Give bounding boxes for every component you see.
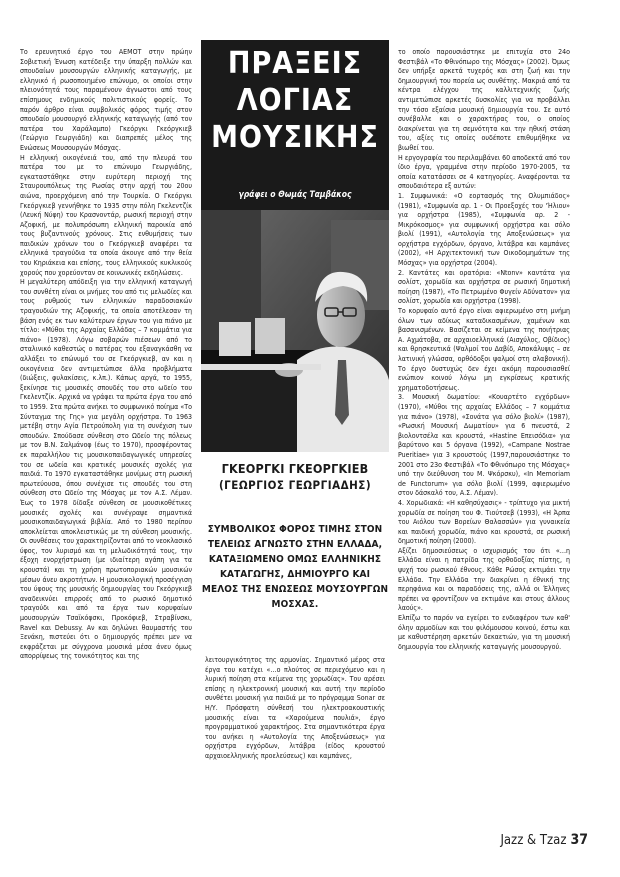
right-column [398, 48, 570, 838]
right-paragraph-2: Η εργογραφία του περιλαμβάνει 60 αποδεκτά από τον ίδιο έργα, γραμμένα στην περίοδο 1970-2005, τα οποία κατατάσσει σε 4 κατηγορίες. Αναφέρονται τα σπουδαιότερα εξ αυτών: [398, 153, 570, 191]
subject-name-greek: (ΓΕΩΡΓΙΟΣ ΓΕΩΡΓΙΑΔΗΣ) [218, 478, 372, 492]
composer-photo [201, 210, 389, 452]
page-footer [500, 832, 588, 848]
left-paragraph-3: Η μεγαλύτερη απόδειξη για την ελληνική καταγωγή του συνθέτη είναι οι μνήμες του από τις μελωδίες και τους ρυθμούς των ελληνικών παραδοσιακών τραγουδιών της Αζοφικής, τα οποία αποτέλεσαν τη βάση ενός εκ των καλύτερων έργων του για πιάνο με τίτλο: «Μύθοι της Αρχαίας Ελλάδας – 7 κομμάτια για πιάνο» (1978). Λόγω σοβαρών πιέσεων από το σταλινικό καθεστώς ο πατέρας του εξαναγκάσθη να αλλάξει το επώνυμό του σε Γκεόργκιεβ, αν και η οικογένεια δεν αντιμετώπισε άλλα προβλήματα (διώξεις, φυλακίσεις, κ.λπ.). Κάπως αργά, το 1955, ξεκίνησε τις μουσικές σπουδές του στο ωδείο του Γκελεντζίκ. Αρχικά να γράφει τα πρώτα έργα του από το 1959. Στα πρώτα ανήκει το συμφωνικό ποίημα «Το Σύνταγμα της Γης» για μεγάλη ορχήστρα. Το 1963 μετέβη στην Αγία Πετρούπολη για τη συνέχιση των σπουδών. Σπούδασε σύνθεση στο Ωδείο της πόλεως με τον Β.Ν. Σαλμάνοφ (έως το 1970), προσφέροντας εκ παραλλήλου τις μουσικοπαιδαγωγικές υπηρεσίες του σε ωδεία και κρατικές μουσικές σχολές για παιδιά. Το 1970 εγκαταστάθηκε μονίμως στη ρωσική πρωτεύουσα, όπου συνέχισε τις σπουδές του στη σύνθεση στο Ωδείο της Μόσχας με τον Α.Σ. Λέμαν. Έως το 1978 δίδαξε σύνθεση σε μουσικοθέτικες μουσικές σχολές και συνέγραψε σημαντικά μουσικοπαιδαγωγικά βιβλία. Από το 1980 περίπου αποκλείεται αποκλειστικώς με τη σύνθεση μουσικής. Οι συνθέσεις του χαρακτηρίζονται από το νεοκλασικό ύφος, τον λυρισμό και τη μελωδικότητά τους, την έξοχη ενορχήστρωση (με ιδιαίτερη αγάπη για τα κρουστά) και τη χρήση πρωτοποριακών μουσικών μέσων άνευ ακροτήτων. Η μουσικολογική προσέγγιση του ύφους της μουσικής δημιουργίας του Γκεόργκιεβ αναδεικνύει επιρροές από το ρωσικό δημοτικό τραγούδι και από τα έργα των κορυφαίων μουσουργών Τσαϊκόφσκι, Προκόφιεβ, Στραβίνσκι, Ravel και Debussy. Αν και δηλώνει θαυμαστής του Ξενάκη, πιστεύει ότι ο δημιουργός πρέπει μεν να εκφράζεται με σύγχρονα μουσικά μέσα άνευ όμως απορρίψεως της τονικότητος και της [20, 278, 192, 661]
article-description: ΣΥΜΒΟΛΙΚΟΣ ΦΟΡΟΣ ΤΙΜΗΣ ΣΤΟΝ ΤΕΛΕΙΩΣ ΑΓΝΩΣΤΟ ΣΤΗΝ ΕΛΛΑΔΑ, ΚΑΤΑΞΙΩΜΕΝΟ ΟΜΩΣ ΕΛΛΗΝΙΚΗΣ ΚΑΤΑΓΩΓΗΣ, ΔΗΜΙΟΥΡΓΟ ΚΑΙ ΜΕΛΟΣ ΤΗΣ ΕΝΩΣΕΩΣ ΜΟΥΣΟΥΡΓΩΝ ΜΟΣΧΑΣ. [201, 524, 389, 610]
title-line-1: ΠΡΑΞΕΙΣ [227, 46, 363, 81]
right-paragraph-8: Αξίζει δημοσιεύσεως ο ισχυρισμός του ότι «…η Ελλάδα είναι η πατρίδα της ορθοδοξίας πίστης, η ψυχή του ρωσικού έθνους. Κάθε Ρώσος εκτιμάει την Ελλάδα. Την Ελλάδα την διακρίνει η έθνική της περηφάνια και οι παραδόσεις της, αλλά οι Έλληνες πρέπει να φροντίζουν να εκτιμάνε και στους άλλους λαούς». [398, 546, 570, 613]
left-paragraph-1: Το ερευνητικό έργο του ΑΕΜΟΤ στην πρώην Σοβιετική Ένωση κατέδειξε την ύπαρξη πολλών και σπουδαίων μουσουργών ελληνικής καταγωγής, με ελληνικό ή ρωσοποιημένο επώνυμο, οι οποίοι στην πλειονότητά τους παραμένουν άγνωστοι από τους επίσημους ενδημικούς πολιτιστικούς φορείς. Το παρόν άρθρο είναι συμβολικός φόρος τιμής στον σπουδαίο μουσουργό ελληνικής καταγωγής (από τον πατέρα του Χαράλαμπο) Γκεόργκι Γκεόργκιεβ (Γεώργιο Γεωργιάδη) και διαπρεπές μέλος της Ενώσεως Μουσουργών Μόσχας. [20, 48, 192, 152]
right-paragraph-4: 2. Καντάτες και ορατόρια: «Ntonv» καντάτα για σολίστ, χορωδία και ορχήστρα σε ρωσική δημοτική ποίηση (1987), «Το Πετρωμένο Φυγείν Αδύνατον» για σολίστ, χορωδία και ορχήστρα (1998). [398, 268, 570, 306]
right-paragraph-9: Ελπίζω το παρόν να εγείρει το ενδιαφέρον των καθ' όλην αρμοδίων και του φιλόμουσου κοινού, έστω και με καθυστέρηση αρκετών δεκαετιών, για τη μουσική δημιουργία του ελληνικής καταγωγής μουσουργού. [398, 614, 570, 651]
left-paragraph-2: Η ελληνική οικογένειά του, από την πλευρά του πατέρα του με το επώνυμο Γεωργιάδης, εγκαταστάθηκε στην ευρύτερη περιοχή της Σταυρουπόλεως της Ρωσίας στην αρχή του 20ου αιώνα, προερχόμενη από την Τουρκία. Ο Γκεόργκι Γκεόργκιεβ γεννήθηκε το 1935 στην πόλη Γκελεντζίκ (Λευκή Νύφη) του Κρασνοντάρ, ρωσική περιοχή στην Αζοφική, με πολυπρόσωπη ελληνική παροικία από τους βυζαντινούς χρόνους. Στις ενθυμήσεις των παιδικών χρόνων του ο Γκεόργκιεβ αναφέρει τα ελληνικά τραγούδια τα οποία άκουγε από την θεία του Κηριάκεια και επίσης, τους ελληνικούς κυκλικούς χορούς που χορεύονταν σε κοινωνικές εκδηλώσεις. [20, 153, 192, 277]
title-line-2: ΛΟΓΙΑΣ [236, 83, 354, 118]
right-paragraph-1: το οποίο παρουσιάστηκε με επιτυχία στο 24ο Φεστιβάλ «Το Φθινόπωρο της Μόσχας» (2002). Όμως δεν υπήρξε αρκετά τυχερός και στη ζωή και την δημιουργική του πορεία ως συνθέτης. Μακριά από τα κέντρα ελέγχου της καλλιτεχνικής ζωής αντιμετώπισε αρκετές δυσκολίες για να προβάλλει την τόσο εξαίσια μουσική δημιουργία του. Σε αυτό συνέβαλλε και ο χαρακτήρας του, ο οποίος διακρίνεται για τη σεμνότητα και την ηθική στάση του, αξίες τις οποίες ουδέποτε επιθυμήθηκε να βιωθεί του. [398, 48, 570, 152]
right-paragraph-5: Το κορυφαίο αυτό έργο είναι αφιερωμένο στη μνήμη όλων των αδίκως καταδικασμένων, χαμένων και βασανισμένων. Βασίζεται σε κείμενα της ποιήτριας Α. Αχμάτοβα, σε αρχαιοελληνικά (Αισχύλος, Οβίδιος) και θρησκευτικά (Ψαλμοί του Δαβίδ, Αποκάλυψις – σε λατινική γλώσσα, ορθόδοξοι ψαλμοί στη σλαβονική). Το έργο δυστυχώς δεν έχει ακόμη παρουσιασθεί ενώπιον κοινού λόγω μη εγκρίσεως κρατικής χρηματοδοτήσεως. [398, 307, 570, 392]
subject-name: ΓΚΕΟΡΓΚΙ ΓΚΕΟΡΓΚΙΕΒ [221, 461, 369, 476]
right-paragraph-7: 4. Χορωδιακά: «Η καθησύχασις» - τρίπτυχο για μικτή χορωδία σε ποίηση του Φ. Τιούτσεβ (1993), «Η Άρπα του Αιόλου των Βορείων Θαλασσών» για γυναικεία και παιδική χορωδία, πιάνο και κρουστά, σε ρωσική δημοτική ποίηση (2000). [398, 498, 570, 546]
article-title-box [201, 40, 389, 210]
title-line-3: ΜΟΥΣΙΚΗΣ [211, 120, 379, 155]
byline: γράφει ο Θωμάς Ταμβάκος [238, 190, 352, 200]
subject-name-block [201, 461, 389, 492]
left-column [20, 48, 192, 838]
magazine-name: Jazz & Tzaz [500, 833, 567, 848]
right-paragraph-3: 1. Συμφωνικά: «Ο εορτασμός της Ολυμπιάδος» (1981), «Συμφωνία αρ. 1 - Οι Προεξοχές του 'Ήλιου» για ορχήστρα (1985), «Συμφωνία αρ. 2 - Μικρόκοσμος» για συμφωνική ορχήστρα και σόλο βιολί (1991), «Αυτολογία της Αποξενώσεως» για ορχήστρα εγχόρδων, όργανο, λιτάβρα και καμπάνες (2002), «Η Αρχιτεκτονική των Οικοδομημάτων της Μόσχας» για ορχήστρα (2004). [398, 191, 570, 268]
right-paragraph-6: 3. Μουσική δωματίου: «Κουαρτέτο εγχόρδων» (1970), «Μύθοι της αρχαίας Ελλάδος – 7 κομμάτια για πιάνο» (1978), «Σονάτα για σόλο βιολί» (1987), «Ρωσική Μουσική Δωματίου» για 6 πνευστά, 2 βιολοντσέλα και κρουστά, «Hastine Επεισόδια» για βαρύτονο και 5 όργανα (1992), «Campane Nostrae Pueritiae» για 3 κρουστούς (1997,παρουσιάστηκε το 2001 στο 23ο Φεστιβάλ «Το Φθινόπωρο της Μόσχας» υπό την διεύθυνση του Μ. Ψκόρσκυ), «In Memoriam de Functorum» για σόλο βιολί (1999, αφιερωμένο στον δάσκαλό του, Α.Σ. Λέμαν). [398, 393, 570, 498]
middle-column [205, 656, 385, 838]
middle-paragraph-1: λειτουργικότητος της αρμονίας. Σημαντικό μέρος στα έργα του κατέχει «…ο πλούτος σε περιεχόμενο και η λυρική ποίηση στα κείμενα της χορωδίας». Του αρέσει επίσης η ηλεκτρονική μουσική και αυτή την περίοδο συνθέτει μουσική για παιδιά με το πρόγραμμα Sonar σε Η/Υ. Πρόσφατη σύνθεσή του ηλεκτροακουστικής μουσικής είναι τα «Χαρούμενα πουλιά», έργο προγραμματικού χαρακτήρος. Στα σημαντικότερα έργα του ανήκει η «Αυτολογία της Αποξενώσεως» για ορχήστρα εγχόρδων, λιτάβρα (είδος κρουστού αρχαιοελληνικής προελεύσεως) και καμπάνες, [205, 656, 385, 760]
page-number: 37 [570, 832, 588, 848]
